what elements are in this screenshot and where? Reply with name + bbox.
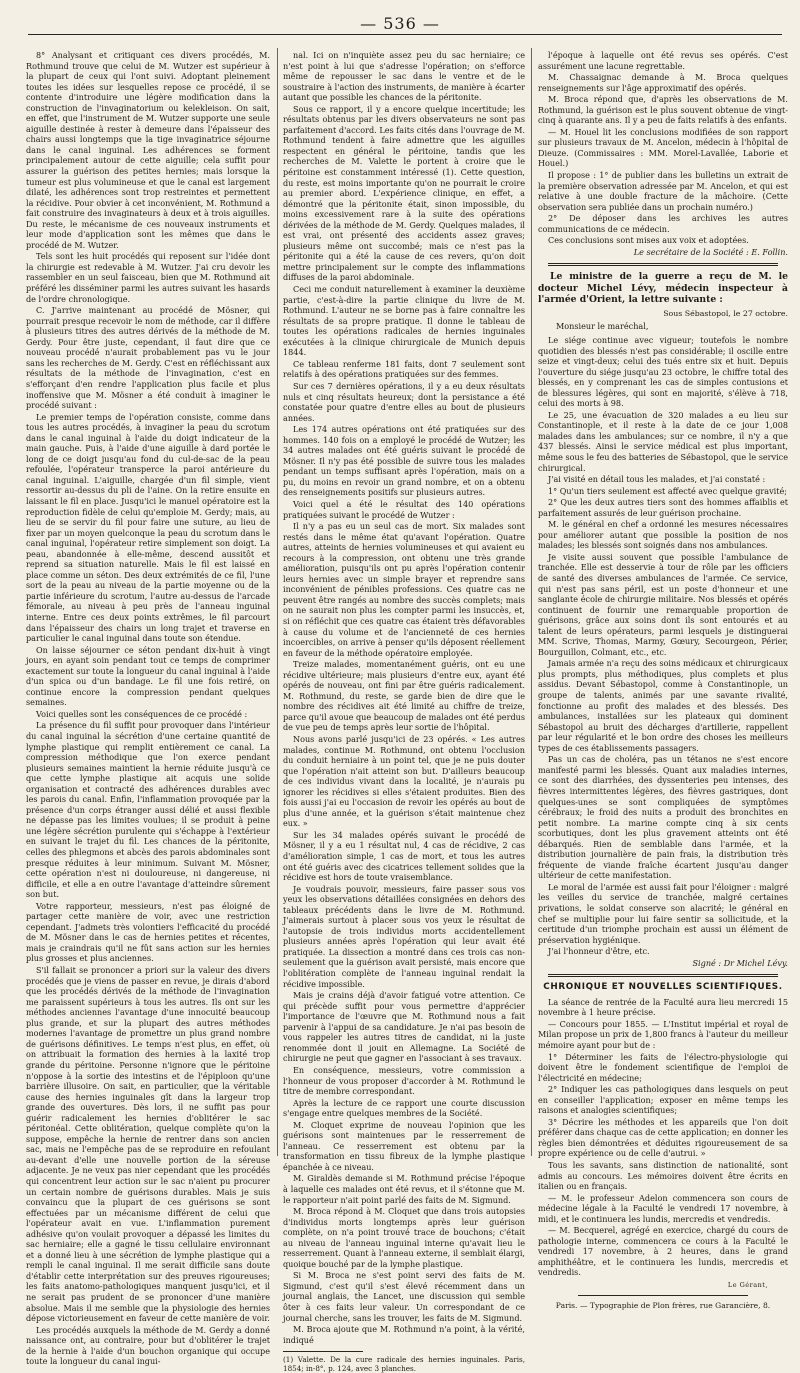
letter-intro: Le ministre de la guerre a reçu de M. le docteur Michel Lévy, médecin inspecteur à l'armée d'Orient, la lettre suivante : xyxy=(538,271,788,306)
chronicle-title: CHRONIQUE ET NOUVELLES SCIENTIFIQUES. xyxy=(543,982,783,993)
paragraph: Il propose : 1° de publier dans les bulletins un extrait de la première observation adressée par M. Ancelon, et qui est relative à une double fracture de la mâchoire. (Cette observation sera publiée dans un prochain numéro.) xyxy=(538,170,788,212)
header-rule xyxy=(28,34,782,35)
paragraph: l'époque à laquelle ont été revus ses opérés. C'est assurément une lacune regrettable. xyxy=(538,50,788,71)
paragraph: Tels sont les huit procédés qui reposent sur l'idée dont la chirurgie est redevable à M. Wutzer. J'ai cru devoir les rassembler en un seul faisceau, bien que M. Rothmund ait préféré les disséminer parmi les autres suivant les hasards de l'ordre chronologique. xyxy=(26,251,270,304)
paragraph: — M. Houel lit les conclusions modifiées de son rapport sur plusieurs travaux de M. Ancelon, médecin à l'hôpital de Dieuze. (Commissaires : MM. Morel-Lavallée, Laborie et Houel.) xyxy=(538,126,788,169)
paragraph: Mais je crains déjà d'avoir fatigué votre attention. Ce qui précède suffit pour vous permettre d'apprécier l'importance de l'œuvre que M. Rothmund nous a fait parvenir à l'appui de sa candidature. Je n'ai pas besoin de vous rappeler les autres titres de candidat, ni la juste renommée dont il jouit en Allemagne. La Société de chirurgie ne peut que gagner en l'associant à ses travaux. xyxy=(283,990,525,1064)
paragraph: Sur les 34 malades opérés suivant le procédé de Mösner, il y a eu 1 résultat nul, 4 cas de récidive, 2 cas d'amélioration simple, 1 cas de mort, et tous les autres ont été guéris avec des cicatrices tellement solides que la récidive est hors de toute vraisemblance. xyxy=(283,829,525,883)
paragraph: Les procédés auxquels la méthode de M. Gerdy a donné naissance ont, au contraire, pour but d'oblitérer le trajet de la hernie à l'aide d'un bouchon organique qui occupe toute la longueur du canal ingui- xyxy=(26,1324,270,1367)
chronicle-body xyxy=(538,997,788,1278)
paragraph: Le premier temps de l'opération consiste, comme dans tous les autres procédés, à invaginer la peau du scrotum dans le canal inguinal à l'aide du doigt indicateur de la main gauche. Puis, à l'aide d'une aiguille à dard portée le long de ce doigt jusqu'au fond du cul-de-sac de la peau refoulée, l'opérateur transperce la paroi antérieure du canal inguinal. L'aiguille, chargée d'un fil simple, vient ressortir au-dessus du pli de l'aine. On la retire ensuite en laissant le fil en place. Jusqu'ici le manuel opératoire est la reproduction fidèle de celui qu'emploie M. Gerdy; mais, au lieu de se servir du fil pour faire une suture, au lieu de fixer par un moyen quelconque la peau du scrotum dans le canal inguinal, l'opérateur retire simplement son doigt. La peau, abandonnée à elle-même, descend aussitôt et reprend sa situation naturelle. Mais le fil est laissé en place comme un séton. Des deux extrémités de ce fil, l'une sort de la peau au niveau de la partie moyenne ou de la partie inférieure du scrotum, l'autre au-dessus de l'arcade fémorale, au niveau à peu près de l'anneau inguinal interne. Entre ces deux points extrêmes, le fil parcourt dans l'épaisseur des chairs un long trajet et traverse en particulier le canal inguinal dans toute son étendue. xyxy=(26,411,270,644)
paragraph: M. Broca ajoute que M. Rothmund n'a point, à la vérité, indiqué xyxy=(283,1324,525,1345)
page-number: — 536 — xyxy=(360,14,440,33)
letter-body xyxy=(538,335,788,957)
paragraph: J'ai visité en détail tous les malades, et j'ai constaté : xyxy=(548,474,766,485)
paragraph: Les 174 autres opérations ont été pratiquées sur des hommes. 140 fois on a employé le procédé de Wutzer; les 34 autres malades ont été guéris suivant le procédé de Mösner. Il n'y pas été possible de suivre tous les malades pendant un temps suffisant après l'opération, mais on a pu, du moins en revoir un grand nombre, et on a obtenu des renseignements positifs sur plusieurs autres. xyxy=(283,424,525,498)
column-right xyxy=(538,50,788,1310)
letter-signature: Signé : Dr Michel Lévy. xyxy=(692,957,788,968)
society-minutes xyxy=(538,50,788,246)
paragraph: S'il fallait se prononcer a priori sur la valeur des divers procédés que je viens de passer en revue, je dirais d'abord que les procédés dérivés de la méthode de l'invagination me paraissent supérieurs à tous les autres. Ils ont sur les méthodes anciennes l'avantage d'une innocuité beaucoup plus grande, et sur la plupart des autres méthodes modernes l'avantage de promettre un plus grand nombre de guérisons définitives. Le temps n'est plus, en effet, où on attribuait la formation des hernies à la laxité trop grande du péritoine. Personne n'ignore que le péritoine n'oppose à la sortie des intestins et de l'épiploon qu'une barrière illusoire. On sait, en particulier, que la véritable cause des hernies inguinales gît dans la largeur trop grande des ouvertures. Dès lors, il ne suffit pas pour guérir radicalement les hernies d'oblitérer le sac péritonéal. Cette oblitération, quelque complète qu'on la suppose, empêche la hernie de rentrer dans son ancien sac, mais ne l'empêche pas de se reproduire en refoulant au-devant d'elle une nouvelle portion de la séreuse adjacente. Je ne veux pas nier cependant que les procédés qui concentrent leur action sur le sac n'aient pu procurer un certain nombre de guérisons durables. Mais je suis convaincu que la plupart de ces guérisons se sont effectuées par un mécanisme différent de celui que l'opérateur avait en vue. L'inflammation purement adhésive qu'on voulait provoquer a dépassé les limites du sac herniaire; elle a gagné le tissu cellulaire environnant et a donné lieu à une sécrétion de lymphe plastique qui a rempli le canal inguinal. Il me serait difficile sans doute d'établir cette interprétation sur des preuves rigoureuses; les faits anatomo-pathologiques manquent jusqu'ici, et il ne serait pas prudent de se prononcer d'une manière absolue. Mais il me semble que la physiologie des hernies dépose victorieusement en faveur de cette manière de voir. xyxy=(26,965,270,1324)
column-divider-left xyxy=(277,48,278,1156)
printer-imprint: Paris. — Typographie de Plon frères, rue Garancière, 8. xyxy=(555,1300,771,1310)
paragraph: 8° Analysant et critiquant ces divers procédés, M. Rothmund trouve que celui de M. Wutzer est supérieur à la plupart de ceux qui l'ont suivi. Adoptant pleinement toutes les idées sur lesquelles repose ce procédé, il se contente d'introduire une légère modification dans la construction de l'invaginatorium ou kelekleison. On sait, en effet, que l'instrument de M. Wutzer supporte une seule aiguille destinée à rester à demeure dans l'épaisseur des chairs aussi longtemps que la tige invaginatrice séjourne dans le canal inguinal. Les adhérences se forment principalement autour de cette aiguille; cela suffit pour assurer la guérison des petites hernies; mais lorsque la tumeur est plus volumineuse et que le canal est largement dilaté, les adhérences sont trop restreintes et permettent la récidive. Pour obvier à cet inconvénient, M. Rothmund a fait construire des invaginateurs à deux et à trois aiguilles. Du reste, le mécanisme de ces nouveaux instruments et leur mode d'application sont les mêmes que dans le procédé de M. Wutzer. xyxy=(26,50,270,250)
page-header xyxy=(0,14,800,40)
paragraph: Le siége continue avec vigueur; toutefois le nombre quotidien des blessés n'est pas considérable; il oscille entre seize et vingt-deux; celui des tués entre six et huit. Depuis l'ouverture du siége jusqu'au 23 octobre, le chiffre total des blessés, en y comprenant les cas de simples contusions et de blessures légères, qui sont en majorité, s'élève à 718, celui des morts à 98. xyxy=(538,334,788,409)
paragraph: nal. Ici on n'inquiète assez peu du sac herniaire; ce n'est point à lui que s'adresse l'opération; on s'efforce même de repousser le sac dans le ventre et de le soustraire à l'action des instruments, de manière à écarter autant que possible les chances de la péritonite. xyxy=(283,50,525,103)
paragraph: Tous les savants, sans distinction de nationalité, sont admis au concours. Les mémoires doivent être écrits en italien ou en français. xyxy=(538,1160,788,1192)
paragraph: 2° Indiquer les cas pathologiques dans lesquels on peut en conseiller l'application; exposer en même temps les raisons et analogies scientifiques; xyxy=(538,1084,788,1116)
paragraph: Voici quelles sont les conséquences de ce procédé : xyxy=(36,708,248,719)
chronicle-double-rule xyxy=(548,974,778,977)
paragraph: — Concours pour 1855. — L'Institut impérial et royal de Milan propose un prix de 1,800 francs à l'auteur du meilleur mémoire ayant pour but de : xyxy=(538,1018,788,1050)
paragraph: Le 25, une évacuation de 320 malades a eu lieu sur Constantinople, et il reste à la date de ce jour 1,008 malades dans les ambulances; sur ce nombre, il n'y a que 437 blessés. Ainsi le service médical est plus important, même sous le feu des batteries de Sébastopol, que le service chirurgical. xyxy=(538,409,788,473)
gerant-label: Le Gérant, xyxy=(727,1281,768,1290)
paragraph: M. Broca répond à M. Cloquet que dans trois autopsies d'individus morts longtemps après leur guérison complète, on n'a point trouvé trace de bouchons; c'était au niveau de l'anneau inguinal interne qu'avait lieu le resserrement. Quant à l'anneau externe, il semblait élargi, quoique bouché par de la lymphe plastique. xyxy=(283,1206,525,1269)
paragraph: 2° Que les deux autres tiers sont des hommes affaiblis et parfaitement assurés de leur guérison prochaine. xyxy=(538,497,788,518)
paragraph: M. Chassaignac demande à M. Broca quelques renseignements sur l'âge approximatif des opérés. xyxy=(538,72,788,93)
paragraph: Nous avons parlé jusqu'ici de 23 opérés. « Les autres malades, continue M. Rothmund, ont obtenu l'occlusion du conduit herniaire à un point tel, que je ne puis douter que l'opération n'ait atteint son but. D'ailleurs beaucoup de ces individus vivant dans la localité, je n'aurais pu ignorer les récidives si elles s'étaient produites. Bien des fois aussi j'ai eu l'occasion de revoir les opérés au bout de plus d'une année, et la guérison s'était maintenue chez eux. » xyxy=(283,734,525,829)
paragraph: On laisse séjourner ce séton pendant dix-huit à vingt jours, en ayant soin pendant tout ce temps de comprimer exactement sur toute la longueur du canal inguinal à l'aide d'un spica ou d'un bandage. Le fil une fois retiré, on continue encore la compression pendant quelques semaines. xyxy=(26,644,270,708)
footnote-rule xyxy=(283,1351,363,1352)
paragraph: Si M. Broca ne s'est point servi des faits de M. Sigmund, c'est qu'il s'est élevé récemment dans un journal anglais, the Lancet, une discussion qui semble ôter à ces faits leur valeur. Un correspondant de ce journal cherche, sans les trouver, les faits de M. Sigmund. xyxy=(283,1270,525,1323)
paragraph: Sur ces 7 dernières opérations, il y a eu deux résultats nuls et cinq résultats heureux; dont la persistance a été constatée pour quatre d'entre elles au bout de plusieurs années. xyxy=(283,380,525,423)
paragraph: — M. le professeur Adelon commencera son cours de médecine légale à la Faculté le vendredi 17 novembre, à midi, et le continuera les lundis, mercredis et vendredis. xyxy=(538,1192,788,1224)
paragraph: M. Cloquet exprime de nouveau l'opinion que les guérisons sont maintenues par le resserrement de l'anneau. Ce resserrement est obtenu par la transformation en tissu fibreux de la lymphe plastique épanchée à ce niveau. xyxy=(283,1119,525,1172)
paragraph: C. J'arrive maintenant au procédé de Mösner, qui pourrait presque recevoir le nom de méthode, car il diffère à plusieurs titres des autres dérivés de la méthode de M. Gerdy. Pour être juste, cependant, il faut dire que ce nouveau procédé n'aurait probablement pas vu le jour sans les recherches de M. Gerdy. C'est en réfléchissant aux résultats de la méthode de l'invagination, c'est en s'efforçant d'en rendre l'application plus facile et plus inoffensive que M. Mösner a été conduit à imaginer le procédé suivant : xyxy=(26,305,270,411)
column-divider-right xyxy=(531,48,532,1156)
paragraph: Pas un cas de choléra, pas un tétanos ne s'est encore manifesté parmi les blessés. Quant aux maladies internes, ce sont des diarrhées, des dyssenteries peu intenses, des fièvres intermittentes légères, des fièvres gastriques, dont quelques-unes se sont compliquées de symptômes cérébraux; le froid des nuits a produit des bronchites en petit nombre. La marine compte cinq à six cents scorbutiques, dont les plus gravement atteints ont été débarqués. Rien de semblable dans l'armée, et la distribution journalière de pain frais, la distribution très fréquente de viande fraîche écartent jusqu'au danger ultérieur de cette manifestation. xyxy=(538,754,788,881)
secretary-signature: Le secrétaire de la Société : E. Follin. xyxy=(633,246,788,257)
paragraph: M. Broca répond que, d'après les observations de M. Rothmund, la guérison est le plus souvent obtenue de vingt-cinq à quarante ans. Il y a peu de faits relatifs à des enfants. xyxy=(538,94,788,126)
paragraph: 1° Déterminer les faits de l'électro-physiologie qui doivent être le fondement scientifique de l'emploi de l'électricité en médecine; xyxy=(538,1051,788,1083)
column-left-paragraphs xyxy=(26,50,270,1367)
paragraph: La présence du fil suffit pour provoquer dans l'intérieur du canal inguinal la sécrétion d'une certaine quantité de lymphe plastique qui remplit entièrement ce canal. La compression méthodique que l'on exerce pendant plusieurs semaines maintient la hernie réduite jusqu'à ce que cette lymphe plastique ait acquis une solide organisation et contracté des adhérences durables avec les parois du canal. Enfin, l'inflammation provoquée par la présence d'un corps étranger aussi délié et aussi flexible ne dépasse pas les limites voulues; il se produit à peine une légère sécrétion purulente qui s'échappe à l'extérieur en suivant le trajet du fil. Les chances de la péritonite, celles des phlegmons et abcès des parois abdominales sont presque réduites à leur minimum. Suivant M. Mösner, cette opération n'est ni douloureuse, ni dangereuse, ni difficile, et elle a en outre l'avantage d'atteindre sûrement son but. xyxy=(26,720,270,900)
paragraph: Ceci me conduit naturellement à examiner la deuxième partie, c'est-à-dire la partie clinique du livre de M. Rothmund. L'auteur ne se borne pas à faire connaître les résultats de sa propre pratique. Il donne le tableau de toutes les opérations radicales de hernies inguinales exécutées à la clinique chirurgicale de Munich depuis 1844. xyxy=(283,284,525,358)
footnote: (1) Valette. De la cure radicale des hernies inguinales. Paris, 1854; in-8°, p. 124, avec 3 planches. xyxy=(283,1355,525,1373)
letter-dateline: Sous Sébastopol, le 27 octobre. xyxy=(663,308,788,318)
letter-greeting: Monsieur le maréchal, xyxy=(556,321,649,332)
imprint-rule xyxy=(578,1295,748,1296)
paragraph: Le moral de l'armée est aussi fait pour l'éloigner : malgré les veilles du service de tranchée, malgré certaines privations, le soldat conserve son alacrité; le général en chef se multiplie pour lui faire sentir sa sollicitude, et la certitude d'un triomphe prochain est aussi un élément de préservation hygiénique. xyxy=(538,881,788,945)
paragraph: Voici quel a été le résultat des 140 opérations pratiquées suivant le procédé de Wutzer : xyxy=(283,498,525,520)
paragraph: Ces conclusions sont mises aux voix et adoptées. xyxy=(548,235,749,246)
paragraph: Sous ce rapport, il y a encore quelque incertitude; les résultats obtenus par les divers observateurs ne sont pas parfaitement d'accord. Les faits cités dans l'ouvrage de M. Rothmund tendent à faire admettre que les aiguilles respectent en général le péritoine, tandis que les recherches de M. Valette le portent à croire que le péritoine est constamment intéressé (1). Cette question, du reste, est moins importante qu'on ne pourrait le croire au premier abord. L'expérience clinique, en effet, a démontré que la péritonite était, sinon impossible, du moins excessivement rare à la suite des opérations dérivées de la méthode de M. Gerdy. Quelques malades, il est vrai, ont présenté des accidents assez graves; plusieurs même ont succombé; mais ce n'est pas la péritonite qui a été la cause de ces revers, qu'on doit mettre principalement sur le compte des inflammations diffuses de la paroi abdominale. xyxy=(283,103,525,283)
column-middle xyxy=(283,50,525,1373)
paragraph: En conséquence, messieurs, votre commission a l'honneur de vous proposer d'accorder à M. Rothmund le titre de membre correspondant. xyxy=(283,1064,525,1097)
paragraph: 1° Qu'un tiers seulement est affecté avec quelque gravité; xyxy=(548,485,788,496)
section-double-rule xyxy=(548,263,778,266)
paragraph: — M. Becquerel, agrégé en exercice, chargé du cours de pathologie interne, commencera ce cours à la Faculté le vendredi 17 novembre, à 2 heures, dans le grand amphithéâtre, et le continuera les lundis, mercredis et vendredis. xyxy=(538,1225,788,1278)
paragraph: Treize malades, momentanément guéris, ont eu une récidive ultérieure; mais plusieurs d'entre eux, ayant été opérés de nouveau, ont fini par être guéris radicalement. M. Rothmund, du reste, se garde bien de dire que le nombre des récidives ait été limité au chiffre de treize, parce qu'il avoue que beaucoup de malades ont été perdus de vue peu de temps après leur sortie de l'hôpital. xyxy=(283,659,525,733)
paragraph: 3° Décrire les méthodes et les appareils que l'on doit préférer dans chaque cas de cette application; en donner les règles bien démontrées et déduites rigoureusement de sa propre expérience ou de celle d'autrui. » xyxy=(538,1116,788,1159)
paragraph: 2° De déposer dans les archives les autres communications de ce médecin. xyxy=(538,213,788,234)
paragraph: J'ai l'honneur d'être, etc. xyxy=(548,946,650,957)
paragraph: La séance de rentrée de la Faculté aura lieu mercredi 15 novembre à 1 heure précise. xyxy=(538,996,788,1018)
paragraph: Il n'y a pas eu un seul cas de mort. Six malades sont restés dans le même état qu'avant l'opération. Quatre autres, atteints de hernies volumineuses et qui avaient eu recours à la compression, ont obtenu une très grande amélioration, puisqu'ils ont pu après l'opération contenir leurs hernies avec un simple brayer et reprendre sans inconvénient de pénibles professions. Ces quatre cas ne peuvent être rangés au nombre des succès complets; mais on ne saurait non plus les compter parmi les insuccès, et, si on réfléchit que ces quatre cas étaient très défavorables à cause du volume et de l'ancienneté de ces hernies incoercibles, on arrive à penser qu'ils déposent réellement en faveur de la méthode opératoire employée. xyxy=(283,521,525,658)
paragraph: Ce tableau renferme 181 faits, dont 7 seulement sont relatifs à des opérations pratiquées sur des femmes. xyxy=(283,358,525,380)
paragraph: Je voudrais pouvoir, messieurs, faire passer sous vos yeux les observations détaillées consignées en dehors des tableaux précédents dans le livre de M. Rothmund. J'aimerais surtout à placer sous vos yeux le résultat de l'autopsie de trois individus morts accidentellement plusieurs années après l'opération qui leur avait été pratiquée. La dissection a montré dans ces trois cas non-seulement que la guérison avait persisté, mais encore que l'oblitération complète de l'anneau inguinal rendait la récidive impossible. xyxy=(283,883,525,989)
column-left xyxy=(26,50,270,1367)
paragraph: Je visite aussi souvent que possible l'ambulance de tranchée. Elle est desservie à tour de rôle par les officiers de santé des diverses ambulances de l'armée. Ce service, qui n'est pas sans péril, est un poste d'honneur et une sanglante école de chirurgie militaire. Nos blessés et opérés continuent de fournir une remarquable proportion de guérisons, grâce aux soins dont ils sont entourés et au talent de leurs opérateurs, parmi lesquels je distinguerai MM. Scrive, Thomas, Marmy, Gœury, Secourgeon, Périer, Bourguillon, Colmant, etc., etc. xyxy=(538,551,788,657)
paragraph: M. Giraldès demande si M. Rothmund précise l'époque à laquelle ces malades ont été revus, et il s'étonne que M. le rapporteur n'ait point parlé des faits de M. Sigmund. xyxy=(283,1173,525,1205)
paragraph: Votre rapporteur, messieurs, n'est pas éloigné de partager cette manière de voir, avec une restriction cependant. J'admets très volontiers l'efficacité du procédé de M. Mösner dans le cas de hernies petites et récentes, mais je craindrais qu'il ne fût sans action sur les hernies plus grosses et plus anciennes. xyxy=(26,900,270,964)
paragraph: Jamais armée n'a reçu des soins médicaux et chirurgicaux plus prompts, plus méthodiques, plus complets et plus assidus. Devant Sébastopol, comme à Constantinople, un groupe de talents, animés par une savante rivalité, fonctionne au profit des malades et des blessés. Des ambulances, installées sur les plateaux qui dominent Sébastopol au bruit des décharges d'artillerie, rappellent par leur régularité et le bon ordre des choses les meilleurs types de ces établissements passagers. xyxy=(538,658,788,753)
paragraph: Après la lecture de ce rapport une courte discussion s'engage entre quelques membres de la Société. xyxy=(283,1097,525,1119)
paragraph: M. le général en chef a ordonné les mesures nécessaires pour améliorer autant que possible la position de nos malades; les blessés sont soignés dans nos ambulances. xyxy=(538,519,788,551)
column-middle-paragraphs xyxy=(283,50,525,1345)
